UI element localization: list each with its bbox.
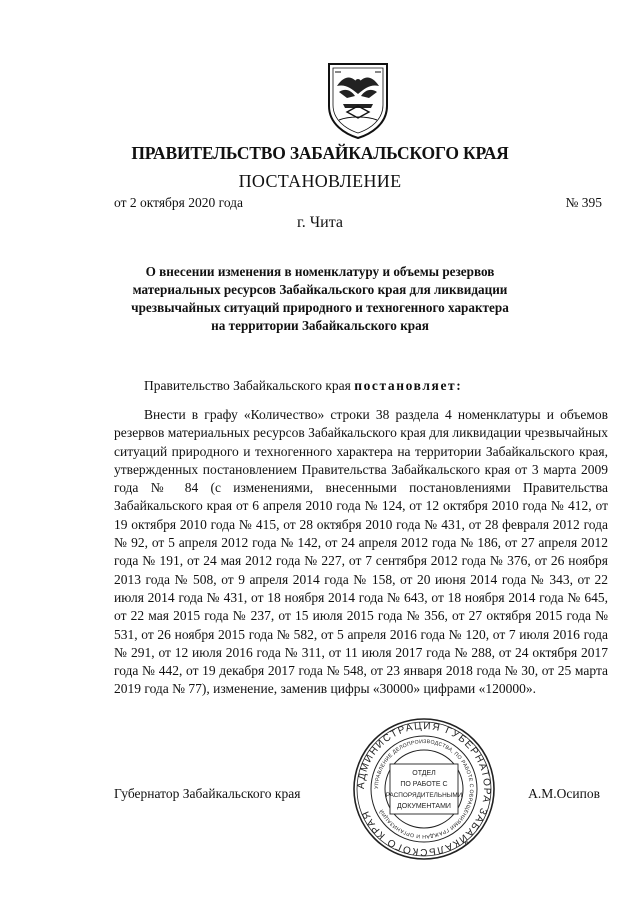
document-type: ПОСТАНОВЛЕНИЕ (238, 171, 402, 191)
seal-center-line: ДОКУМЕНТАМИ (397, 803, 451, 810)
subject-line: чрезвычайных ситуаций природного и техногенного характера (131, 300, 509, 315)
coat-of-arms-icon (325, 60, 391, 140)
seal-center-line: ПО РАБОТЕ С (400, 781, 448, 788)
preamble (144, 378, 462, 394)
subject-line: на территории Забайкальского края (211, 318, 429, 333)
official-seal-stamp (352, 714, 496, 864)
seal-center-line: ОТДЕЛ (412, 770, 436, 777)
seal-center-line: РАСПОРЯДИТЕЛЬНЫМИ (385, 792, 463, 799)
subject-line: О внесении изменения в номенклатуру и объемы резервов (145, 264, 495, 279)
preamble-lead: Правительство Забайкальского края (144, 378, 351, 393)
signer-title: Губернатор Забайкальского края (114, 786, 301, 801)
org-title: ПРАВИТЕЛЬСТВО ЗАБАЙКАЛЬСКОГО КРАЯ (131, 143, 509, 163)
body-paragraph: Внести в графу «Количество» строки 38 раздела 4 номенклатуры и объемов резервов материальных ресурсов Забайкальского края для ликвидации чрезвычайных ситуаций природного и техногенного характера на территории Забайкальского края, утвержденных постановлением Правительства Забайкальского края от 3 марта 2009 года № 84 (с изменениями, внесенными постановлениями Правительства Забайкальского края от 6 апреля 2010 года № 124, от 12 октября 2010 года № 412, от 19 октября 2010 года № 415, от 28 октября 2010 года № 431, от 28 февраля 2012 года № 92, от 5 апреля 2012 года № 142, от 24 апреля 2012 года № 186, от 27 апреля 2012 года № 191, от 24 мая 2012 года № 227, от 7 сентября 2012 года № 376, от 26 ноября 2013 года № 508, от 9 апреля 2014 года № 158, от 20 июня 2014 года № 343, от 22 июля 2014 года № 431, от 18 ноября 2014 года № 643, от 18 ноября 2014 года № 645, от 22 мая 2015 года № 237, от 15 июля 2015 года № 356, от 27 октября 2015 года № 531, от 26 ноября 2015 года № 582, от 5 апреля 2016 года № 120, от 7 июля 2016 года № 291, от 12 июля 2016 года № 311, от 11 июля 2017 года № 288, от 24 октября 2017 года № 442, от 19 декабря 2017 года № 548, от 23 января 2018 года № 30, от 25 марта 2019 года № 77), изменение, заменив цифры «30000» цифрами «120000». (114, 407, 608, 697)
subject-line: материальных ресурсов Забайкальского края для ликвидации (132, 282, 508, 297)
document-city: г. Чита (296, 214, 343, 231)
seal-outer-text: АДМИНИСТРАЦИЯ ГУБЕРНАТОРА ЗАБАЙКАЛЬСКОГО КРАЯ (355, 720, 493, 858)
preamble-action: постановляет: (354, 378, 463, 393)
document-date: от 2 октября 2020 года (114, 195, 244, 210)
document-number: № 395 (565, 195, 602, 210)
seal-inner-text: УПРАВЛЕНИЕ ДЕЛОПРОИЗВОДСТВА, ПО РАБОТЕ С ОБРАЩЕНИЯМИ ГРАЖДАН И ОРГАНИЗАЦИЙ (373, 738, 475, 840)
document-subject (120, 263, 520, 335)
signer-name: А.М.Осипов (528, 786, 600, 801)
